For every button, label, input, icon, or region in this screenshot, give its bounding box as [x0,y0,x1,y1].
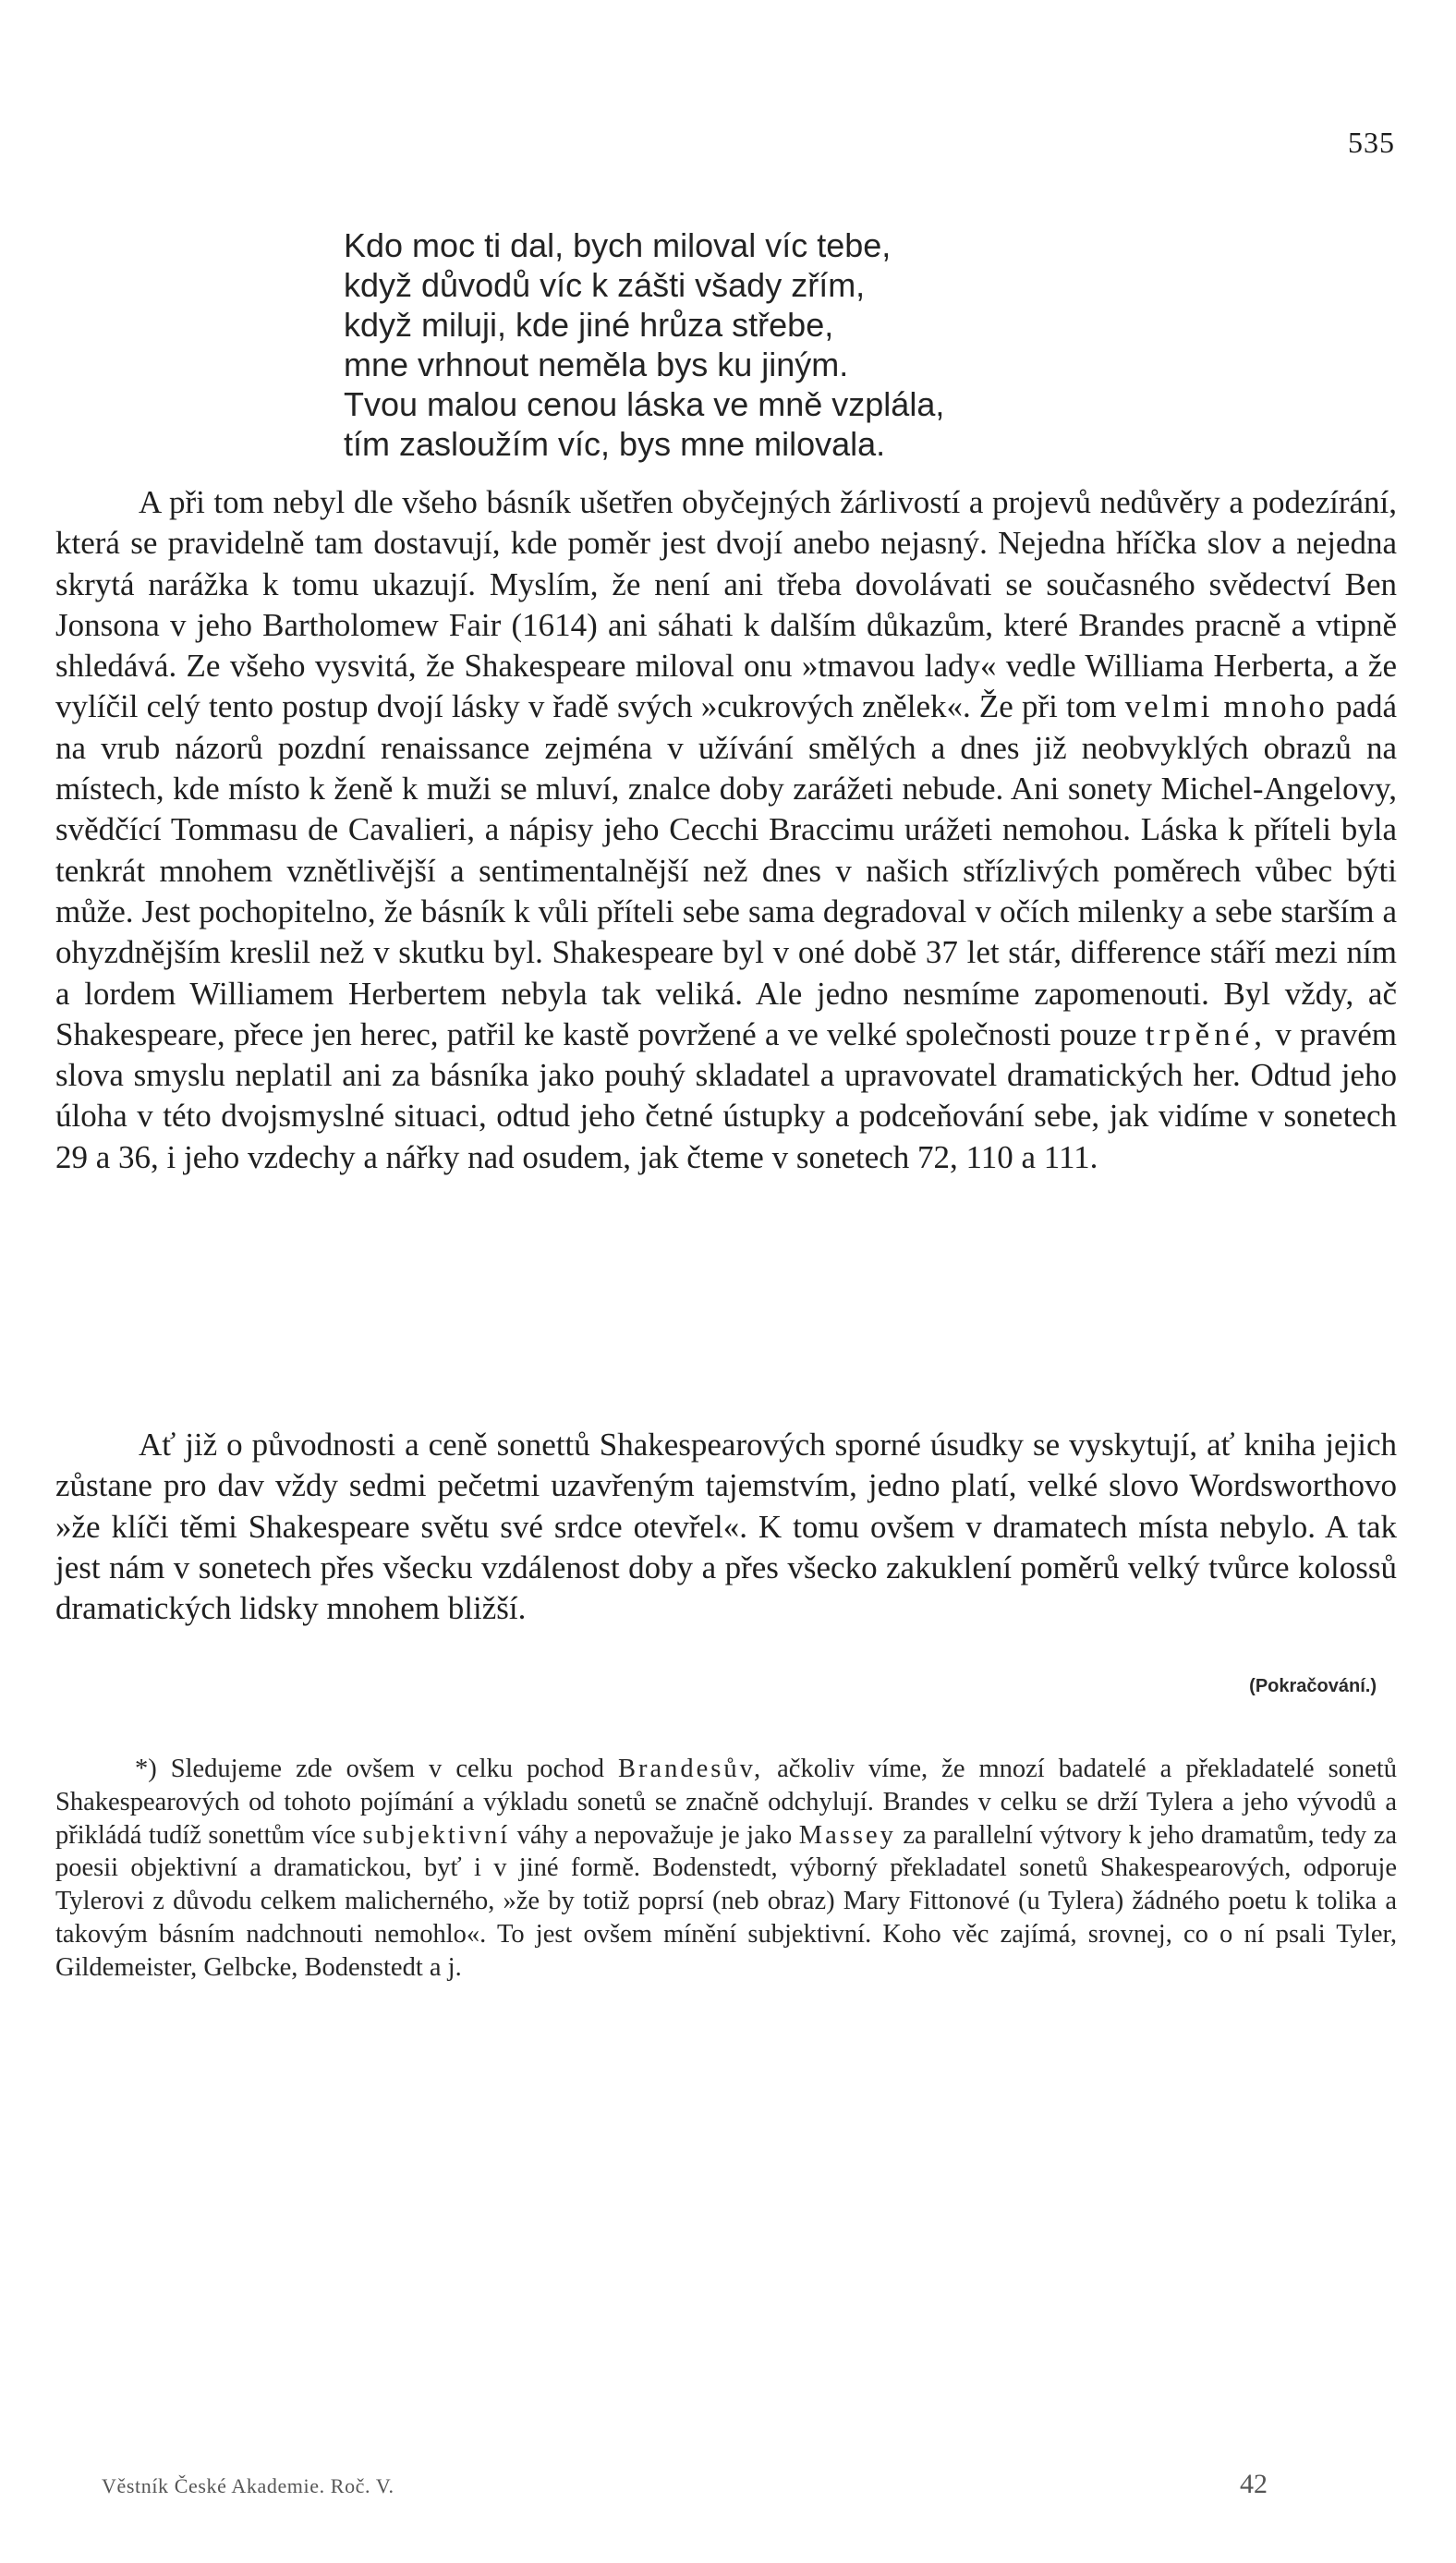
footnote-mark: *) [135,1755,157,1783]
footnote-text: za parallelní výtvory k jeho dramatům, tedy za poesii objektivní a dramatickou, byť i v jiné formě. Bodenstedt, výborný překladatel sonetů Shakespearových, odporuje Tylerovi z důvodu celkem malicherného, »že by totiž poprsí (neb obraz) Mary Fittonové (u Tylera) žádného poetu k tolika a takovým básním nadchnouti nemohlo«. To jest ovšem mínění subjektivní. Koho věc zajímá, srovnej, co o ní psali Tyler, Gildemeister, Gelbcke, Bodenstedt a j. [55,1820,1398,1982]
footnote-text: Sledujeme zde ovšem v celku pochod [170,1755,604,1783]
continuation-note: (Pokračování.) [1249,1676,1377,1696]
poem-line: když miluji, kde jiné hrůza střebe, [344,306,834,344]
paragraph-text: padá na vrub názorů pozdní renaissance zejména v užívání smělých a dnes již neobvyklých obrazů na místech, kde místo k ženě k muži se mluví, znalce doby zarážeti nebude. Ani sonety Michel-Angelovy, svědčící Tommasu de Cavalieri, a nápisy jeho Cecchi Braccimu urážeti nemohou. Láska k příteli byla tenkrát mnohem vznětlivější a sentimentalnější než dnes v našich střízlivých poměrech vůbec býti může. Jest pochopitelno, že básník k vůli příteli sebe sama degradoval v očích milenky a sebe starším a ohyzdnějším kreslil než v skutku byl. Shakespeare byl v oné době 37 let stár, difference stáří mezi ním a lordem Williamem Herbertem nebyla tak veliká. Ale jedno nesmíme zapomenouti. Byl vždy, ač Shakespeare, přece jen herec, patřil ke kastě povržené a ve velké společnosti pouze [55,688,1398,1052]
emphasized-text: velmi mnoho [1124,688,1328,725]
page-number: 535 [1348,126,1395,159]
body-paragraph-1 [55,482,1397,1178]
paragraph-text: v pravém slova smyslu neplatil ani za básníka jako pouhý skladatel a upravovatel dramatických her. Odtud jeho úloha v této dvojsmyslné situaci, odtud jeho četné ústupky a podceňování sebe, jak vidíme v sonetech 29 a 36, i jeho vzdechy a nářky nad osudem, jak čteme v sonetech 72, 110 a 111. [55,1015,1398,1175]
emphasized-name: Brandesův, [617,1755,764,1783]
poem-line: Tvou malou cenou láska ve mně vzplála, [344,385,945,423]
poem-line: Kdo moc ti dal, bych miloval víc tebe, [344,226,892,264]
paragraph-text: Ať již o původnosti a ceně sonettů Shakespearových sporné úsudky se vyskytují, ať kniha jejich zůstane pro dav vždy sedmi pečetmi uzavřeným tajemstvím, jedno platí, velké slovo Wordsworthovo »že klíči těmi Shakespeare světu své srdce otevřel«. K tomu ovšem v dramatech místa nebylo. A tak jest nám v sonetech přes všecku vzdálenost doby a přes všecko zakuklení poměrů velký tvůrce kolossů dramatických lidsky mnohem bližší. [55,1427,1397,1627]
poem-line: když důvodů víc k zášti všady zřím, [344,266,866,304]
poem-stanza [344,225,944,464]
footnote-text: váhy a nepovažuje je jako [516,1820,793,1850]
emphasized-text: subjektivní [362,1820,511,1850]
poem-line: tím zasloužím víc, bys mne milovala. [344,425,886,463]
footer-signature-number: 42 [1240,2469,1268,2499]
paragraph-text: A při tom nebyl dle všeho básník ušetřen obyčejných žárlivostí a projevů nedůvěry a podezírání, která se pravidelně tam dostavují, kde poměr jest dvojí anebo nejasný. Nejedna hříčka slov a nejedna skrytá narážka k tomu ukazují. Myslím, že není ani třeba dovolávati se současného svědectví Ben Jonsona v jeho Bartholomew Fair (1614) ani sáhati k dalším důkazům, které Brandes pracně a vtipně shledává. Ze všeho vysvitá, že Shakespeare miloval onu »tmavou lady« vedle Williama Herberta, a že vylíčil celý tento postup dvojí lásky v řadě svých »cukrových znělek«. Že při tom [55,484,1397,725]
emphasized-name: Massey [798,1820,896,1850]
poem-line: mne vrhnout neměla bys ku jiným. [344,346,849,383]
emphasized-text: trpěné, [1145,1015,1267,1052]
footnote [55,1753,1397,1985]
footer-publication: Věstník České Akademie. Roč. V. [102,2474,394,2497]
footnote-text: ačkoliv víme, že mnozí badatelé a překladatelé sonetů Shakespearových od tohoto pojímání a výkladu sonetů se značně odchylují. Brandes v celku se drží Tylera a jeho vývodů a přikládá tudíž sonettům více [55,1755,1397,1850]
body-paragraph-2 [55,1425,1397,1629]
